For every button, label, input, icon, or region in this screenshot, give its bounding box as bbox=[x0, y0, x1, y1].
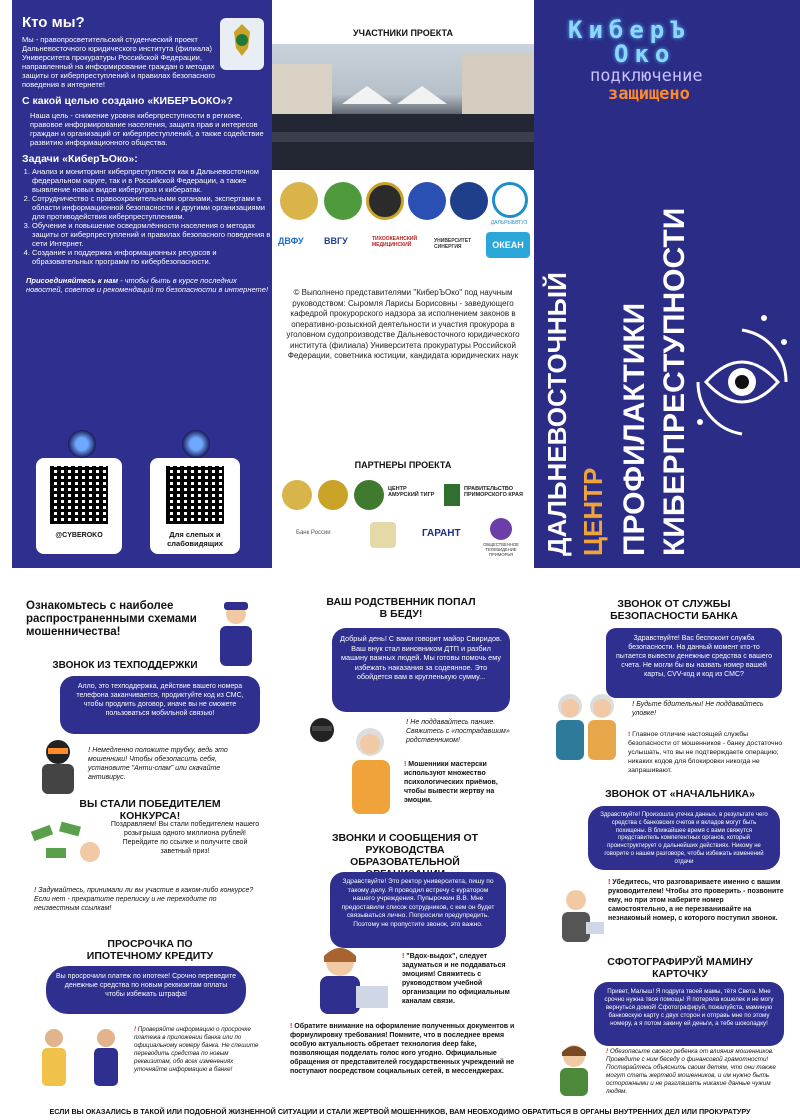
emblem-icon bbox=[370, 522, 396, 548]
logo-label: УНИВЕРСИТЕТ СИНЕРГИЯ bbox=[434, 238, 472, 250]
join-text-rest: - чтобы быть в курсе последних новостей, советов и рекомендаций по безопасности в интернете! bbox=[26, 276, 269, 294]
warning-mark: ! bbox=[404, 761, 407, 768]
m1-bubble: Добрый день! С вами говорит майор Свиридов. Ваш внук стал виновником ДТП и разбил машину важных людей. Мы готовы помочь ему избежать наказания за содеянное. Это обойдется вам в кругленькую сумму... bbox=[332, 628, 510, 712]
m1-title: ВАШ РОДСТВЕННИК ПОПАЛ В БЕДУ! bbox=[326, 596, 476, 620]
warning-mark: ! bbox=[34, 887, 37, 894]
right-panel bbox=[534, 0, 800, 568]
join-text bbox=[22, 276, 272, 294]
vertical-title-2: ЦЕНТР bbox=[578, 467, 608, 556]
m2-note1-text: "Вдох-выдох", следует задуматься и не поддаваться эмоциям! Свяжитесь с руководством учебной организации по официальным каналам связи. bbox=[402, 953, 510, 1005]
warning-mark: ! bbox=[406, 719, 409, 726]
group-photo bbox=[272, 44, 534, 170]
logo-label: ОБЩЕСТВЕННОЕ ТЕЛЕВИДЕНИЕ ПРИМОРЬЯ bbox=[483, 542, 519, 557]
r1-note1 bbox=[632, 700, 782, 718]
task-item: 4. Создание и поддержка информационных ресурсов и образовательных программ по кибербезопасности. bbox=[32, 248, 272, 266]
partners-row-1 bbox=[278, 478, 528, 514]
r1-note2-text: Главное отличие настоящей службы безопасности от мошенников - банку достаточно услышать, что вы не подтверждаете операцию; никаких кодов для блокировки никогда не запрашивают. bbox=[628, 731, 783, 774]
vertical-title-4: КИБЕРПРЕСТУПНОСТИ bbox=[658, 207, 691, 556]
warning-mark: ! bbox=[632, 701, 635, 708]
who-title: Кто мы? bbox=[22, 14, 85, 31]
partners-title: ПАРТНЕРЫ ПРОЕКТА bbox=[354, 460, 452, 470]
brand-line-3: подключение bbox=[590, 66, 703, 86]
m1-note1-text: Не поддавайтесь панике. Свяжитесь с «пострадавшим» родственником! bbox=[406, 719, 510, 744]
m2-title: ЗВОНКИ И СООБЩЕНИЯ ОТ РУКОВОДСТВА ОБРАЗОВАТЕЛЬНОЙ bbox=[331, 832, 479, 868]
s3-note bbox=[134, 1026, 262, 1074]
warning-mark: ! bbox=[290, 1023, 293, 1030]
mascot-illustration bbox=[208, 598, 264, 670]
emblem-icon bbox=[492, 182, 528, 218]
m2-note1 bbox=[402, 952, 514, 1006]
elderly-couple-illustration bbox=[544, 688, 631, 762]
s3-note-text: Проверяйте информацию о просрочке платежа в приложении банка или по официальному номеру банка. Не спешите переводить средства по новым реквизитам, обо всех изменениях уточняйте информацию в банке! bbox=[134, 1026, 259, 1073]
intro-heading: Ознакомьтесь с наиболее распространенными схемами мошенничества! bbox=[26, 600, 197, 638]
logo-label: ТИХООКЕАНСКИЙ МЕДИЦИНСКИЙ bbox=[372, 236, 418, 248]
task-item: 3. Обучение и повышение осведомлённости населения о методах защиты от киберпреступлений и правилах безопасного поведения в сети Интернет. bbox=[32, 221, 272, 248]
s2-bubble-text: Поздравляем! Вы стали победителем нашего розыгрыша одного миллиона рублей! Перейдите по ссылке и получите свой заветный приз! bbox=[110, 821, 260, 855]
warning-mark: ! bbox=[628, 731, 631, 738]
s1-bubble: Алло, это техподдержка, действие вашего номера телефона заканчивается, продиктуйте код из СМС, чтобы продлить договор, иначе вы не сможете пользоваться мобильной связью! bbox=[60, 676, 260, 734]
task-item: 2. Сотрудничество с правоохранительными органами, экспертами в области информационной безопасности и другими организациями для противодействия киберпреступлениям. bbox=[32, 194, 272, 221]
child-illustration bbox=[546, 1040, 602, 1098]
qr-code bbox=[50, 466, 108, 524]
warning-mark: ! bbox=[88, 747, 91, 754]
m1-note1 bbox=[406, 718, 516, 745]
brochure-inner-side bbox=[0, 570, 800, 1120]
r2-note bbox=[608, 878, 784, 923]
institute-emblem bbox=[220, 18, 264, 70]
goal-title: С какой целью создано «КИБЕРЪОКО»? bbox=[22, 95, 233, 107]
join-text-bold: Присоединяйтесь к нам bbox=[26, 276, 118, 285]
logos-row-2 bbox=[276, 228, 530, 262]
hacker-illustration bbox=[28, 734, 91, 798]
participants-title: УЧАСТНИКИ ПРОЕКТА bbox=[353, 28, 453, 38]
emblem-icon bbox=[354, 480, 384, 510]
r1-note2 bbox=[628, 730, 786, 775]
logo-label: ПРАВИТЕЛЬСТВО ПРИМОРСКОГО КРАЯ bbox=[464, 486, 523, 498]
warning-mark: ! bbox=[134, 1026, 137, 1033]
credits-text: © Выполнено представителями "КиберЪОко" под научным руководством: Сыромля Ларисы Борисовны - заведующего кафедрой прокурорского надзора за исполнением законов в оперативно-розыскной деятельности и участия прокурора в уголовном судопроизводстве Дальневосточного юридического института (филиала) Университета прокуратуры Российской Федерации, советника юстиции, кандидата юридических наук bbox=[286, 288, 520, 360]
logo-label: ГАРАНТ bbox=[422, 528, 461, 539]
warning-mark: ! bbox=[608, 879, 611, 886]
logo-label: ОКЕАН bbox=[486, 232, 530, 258]
emblem-icon bbox=[282, 480, 312, 510]
middle-panel bbox=[272, 0, 534, 568]
qr-code bbox=[166, 466, 224, 524]
m1-note2-text: Мошенники мастерски используют множество психологических приёмов, чтобы вывести жертву на эмоции. bbox=[404, 761, 498, 804]
s1-note bbox=[88, 746, 258, 782]
student-illustration bbox=[300, 940, 394, 1016]
r1-bubble: Здравствуйте! Вас беспокоит служба безопасности. На данный момент кто-то пытается вывести денежные средства с вашего счета. Не могли бы вы назвать номер вашей карты, CVV-код и код из СМС? bbox=[606, 628, 782, 698]
r2-note-text: Убедитесь, что разговариваете именно с вашим руководителем! Чтобы это проверить - позвоните ему, но при этом наберите номер самостоятельно, а не перезванивайте на незнакомый номер, с которого поступил звонок. bbox=[608, 879, 784, 922]
logo-label: ЦЕНТР АМУРСКИЙ ТИГР bbox=[388, 486, 435, 498]
vertical-title-1: ДАЛЬНЕВОСТОЧНЫЙ bbox=[542, 272, 572, 556]
emblem-icon bbox=[280, 182, 318, 220]
logo-label: ВВГУ bbox=[324, 236, 348, 246]
goal-text: Наша цель - снижение уровня киберпреступности в регионе, правовое информирование населения, защита прав и интересов граждан и организаций от киберпреступлений, а также содействие развитию информационного общества. bbox=[30, 111, 264, 147]
brand-line-4: защищено bbox=[608, 84, 690, 104]
task-item: 1. Анализ и мониторинг киберпреступности как в Дальневосточном федеральном округе, так и в Российской Федерации, а также выявление новых видов киберугроз и кибератак. bbox=[32, 167, 272, 194]
brand-line-2: Око bbox=[614, 40, 676, 68]
qr-label: Для слепых и слабовидящих bbox=[167, 530, 223, 548]
warning-mark: ! bbox=[402, 953, 405, 960]
s2-note-text: Задумайтесь, принимали ли вы участие в каком-либо конкурсе? Если нет - прекратите переписку и не переходите по неизвестным ссылкам! bbox=[34, 887, 254, 912]
m2-bubble: Здравствуйте! Это ректор университета, пишу по такому делу. Я проводил встречу с куратором нашего учреждения. Пупырочкин В.В. Мне предоставили список сотрудников, с кем он будет связываться лично. Попросили предупредить. Поэтому не пропустите звонок, это важно. bbox=[330, 872, 506, 948]
qr-icon-right bbox=[182, 430, 210, 458]
grandma-illustration bbox=[340, 720, 402, 816]
m1-note2 bbox=[404, 760, 514, 805]
qr-icon-left bbox=[68, 430, 96, 458]
r3-note-text: Обезопасьте своего ребенка от влияния мошенников. Проведите с ним беседу о финансовой грамотности! Постарайтесь объяснить своим детям, что они также могут стать жертвой мошенников, и им нужно быть осторожными и не разглашать никакие данные чужим людям. bbox=[606, 1048, 776, 1095]
cyber-eye-icon bbox=[694, 312, 790, 452]
brand-line-1: КиберЪ bbox=[568, 16, 691, 44]
money-illustration bbox=[26, 818, 106, 870]
warning-mark: ! bbox=[606, 1048, 609, 1055]
emblem-icon bbox=[324, 182, 362, 220]
s3-bubble: Вы просрочили платеж по ипотеке! Срочно переведите денежные средства по новым реквизитам оплаты чтобы избежать штрафа! bbox=[46, 966, 246, 1014]
s1-title: ЗВОНОК ИЗ ТЕХПОДДЕРЖКИ bbox=[52, 660, 198, 671]
s2-title: ВЫ СТАЛИ ПОБЕДИТЕЛЕМ КОНКУРСА! bbox=[79, 798, 221, 822]
vertical-title-3: ПРОФИЛАКТИКИ bbox=[618, 302, 651, 556]
emblem-icon bbox=[450, 182, 488, 220]
r3-note bbox=[606, 1048, 784, 1096]
tasks-title: Задачи «КиберЪОко»: bbox=[22, 153, 138, 165]
emblem-icon bbox=[408, 182, 446, 220]
qr-card-telegram[interactable] bbox=[36, 458, 122, 554]
emblem-icon bbox=[490, 518, 512, 540]
who-text: Мы - правопросветительский студенческий проект Дальневосточного юридического института (филиала) Университета прокуратуры Российской Федерации, направленный на информирование граждан о методах защиты от киберпреступлений и правилах безопасного поведения в интернете! bbox=[22, 35, 216, 89]
caller-illustration bbox=[300, 710, 344, 754]
tasks-list bbox=[22, 167, 272, 266]
r3-bubble: Привет, Малыш! Я подруга твоей мамы, тётя Света. Мне срочно нужна твоя помощь! Я потеряла кошелек и не могу вернуться домой! Сфотографируй, пожалуйста, маминую банковскую карту с двух сторон и отправь мне по этому номеру, а я потом закину ей деньги, а тебе шоколадку! bbox=[594, 982, 784, 1046]
emblem-icon bbox=[366, 182, 404, 220]
left-panel bbox=[22, 12, 272, 564]
logo-label: Банк России bbox=[296, 530, 331, 536]
worker-illustration bbox=[546, 886, 606, 944]
r2-bubble: Здравствуйте! Произошла утечка данных, в результате чего средства с банковских счетов и вкладов могут быть похищены. В ближайшее время с вами свяжутся представитель компетентных органов, который проинструктирует о дальнейших действиях. Никому не говорите о нашем разговоре, чтобы избежать изменений отдачи bbox=[588, 806, 780, 870]
m2-note2-text: Обратите внимание на оформление полученных документов и формулировку требования! Помните, что в последнее время особую актуальность обретает технология deep fake, позволяющая подделать голос кого угодно. Официальные обращения от представителей государственных учреждений не поступают посредством социальных сетей, в мессенджерах. bbox=[290, 1023, 515, 1075]
partners-row-2 bbox=[278, 518, 528, 558]
r3-title: СФОТОГРАФИРУЙ МАМИНУ КАРТОЧКУ bbox=[607, 956, 753, 980]
logos-row-1 bbox=[278, 180, 528, 224]
qr-label: @CYBEROKO bbox=[55, 532, 103, 539]
r2-title: ЗВОНОК ОТ «НАЧАЛЬНИКА» bbox=[605, 788, 755, 800]
mortgage-illustration bbox=[30, 1024, 130, 1088]
r1-title: ЗВОНОК ОТ СЛУЖБЫ БЕЗОПАСНОСТИ БАНКА bbox=[610, 598, 738, 622]
brand-logo bbox=[548, 16, 784, 108]
s3-title: ПРОСРОЧКА ПО ИПОТЕЧНОМУ КРЕДИТУ bbox=[86, 938, 214, 962]
s2-note bbox=[34, 886, 260, 913]
footer-banner: ЕСЛИ ВЫ ОКАЗАЛИСЬ В ТАКОЙ ИЛИ ПОДОБНОЙ ЖИЗНЕННОЙ СИТУАЦИИ И СТАЛИ ЖЕРТВОЙ МОШЕННИКОВ, ВАМ НЕОБХОДИМО ОБРАТИТЬСЯ В ОРГАНЫ ВНУТРЕННИХ ДЕЛ ИЛИ ПРОКУРАТУРУ bbox=[49, 1107, 751, 1116]
qr-card-accessibility[interactable] bbox=[150, 458, 240, 554]
m2-note2 bbox=[290, 1022, 516, 1076]
emblem-icon bbox=[318, 480, 348, 510]
group-photo-illustration bbox=[272, 44, 534, 170]
flag-icon bbox=[444, 484, 460, 506]
r1-note1-text: Будьте бдительны! Не поддавайтесь уловке! bbox=[632, 701, 764, 717]
logo-label: ДАЛЬРЫБВТУЗ bbox=[490, 220, 528, 226]
logo-label: ДВФУ bbox=[278, 236, 304, 246]
s1-note-text: Немедленно положите трубку, ведь это мошенники! Чтобы обезопасить себя, установите "Анти-спам" или скачайте антивирус. bbox=[88, 747, 228, 781]
